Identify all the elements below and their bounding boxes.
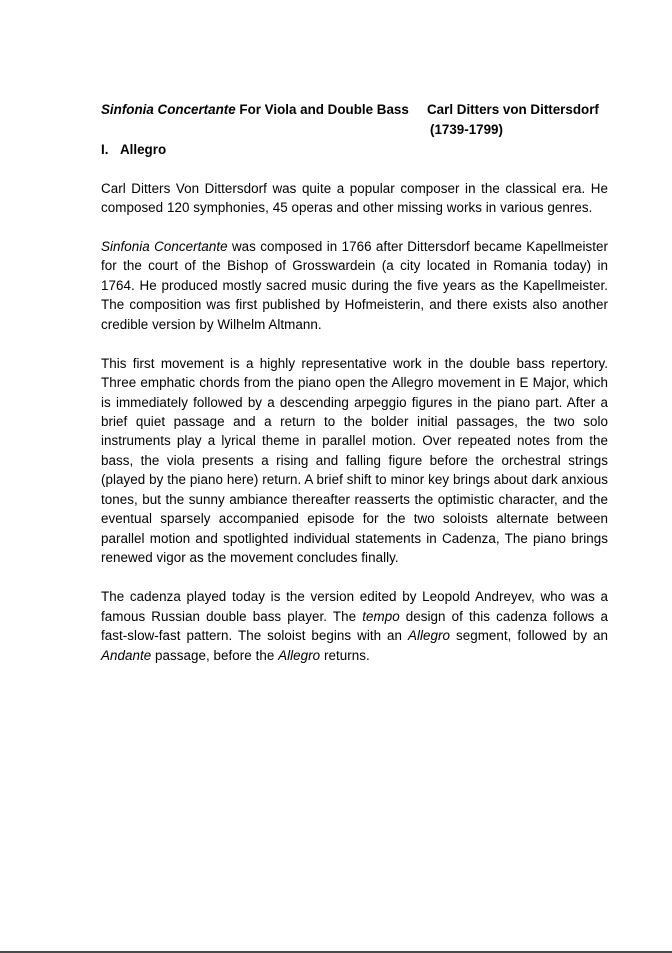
- composer-name: Carl Ditters von Dittersdorf: [427, 102, 599, 117]
- paragraph-composer-intro: Carl Ditters Von Dittersdorf was quite a popular composer in the classical era. He composed 120 symphonies, 45 operas and other missing works in various genres.: [101, 180, 608, 215]
- movement-heading: [101, 140, 608, 160]
- paragraph-movement-description: This first movement is a highly representative work in the double bass repertory. Three emphatic chords from the piano open the Allegro movement in E Major, which is immediately followed by a descending arpeggio figures in the piano part. After a brief quiet passage and a return to the bolder initial passages, the two solo instruments play a lyrical theme in parallel motion. Over repeated notes from the bass, the viola presents a rising and falling figure before the orchestral strings (played by the piano here) return. A brief shift to minor key brings about dark anxious tones, but the sunny ambiance thereafter reasserts the optimistic character, and the eventual sparsely accompanied episode for the two soloists alternate between parallel motion and spotlighted individual statements in Cadenza, The piano brings renewed vigor as the movement concludes finally.: [101, 355, 608, 566]
- paragraph-text: design of this cadenza follows a fast-slow-fast pattern. The soloist begins with an: [101, 608, 608, 644]
- document-page: [101, 100, 608, 665]
- allegro-term: Allegro: [407, 628, 451, 644]
- work-title: [101, 100, 409, 120]
- work-title-rest: For Viola and Double Bass: [235, 102, 409, 117]
- paragraph-composition-history: [101, 237, 608, 334]
- composer-dates: (1739-1799): [430, 121, 503, 137]
- document-header: [101, 100, 608, 138]
- paragraph-text: passage, before the: [151, 647, 279, 663]
- paragraph-text: The cadenza played today is the version edited by Leopold Andreyev, who was a famous Russian double bass player. The: [101, 589, 608, 624]
- composer-block: [427, 100, 599, 139]
- paragraph-text: returns.: [320, 647, 370, 663]
- paragraph-text: was composed in 1766 after Dittersdorf became Kapellmeister for the court of the Bishop of Grosswardein (a city located in Romania today) in 1764. He produced mostly sacred music during the five years as the Kapellmeister. The composition was first published by Hofmeisterin, and there exists also another credible version by Wilhelm Altmann.: [101, 238, 608, 332]
- paragraph-text: segment, followed by an: [450, 628, 609, 644]
- movement-name: Allegro: [120, 142, 167, 157]
- movement-number: I.: [101, 142, 109, 157]
- andante-term: Andante: [101, 647, 152, 663]
- work-title-italic-inline: Sinfonia Concertante: [101, 238, 228, 254]
- work-title-italic: Sinfonia Concertante: [101, 102, 236, 117]
- paragraph-cadenza: [101, 587, 608, 665]
- allegro-term: Allegro: [278, 647, 321, 663]
- tempo-term: tempo: [362, 608, 400, 624]
